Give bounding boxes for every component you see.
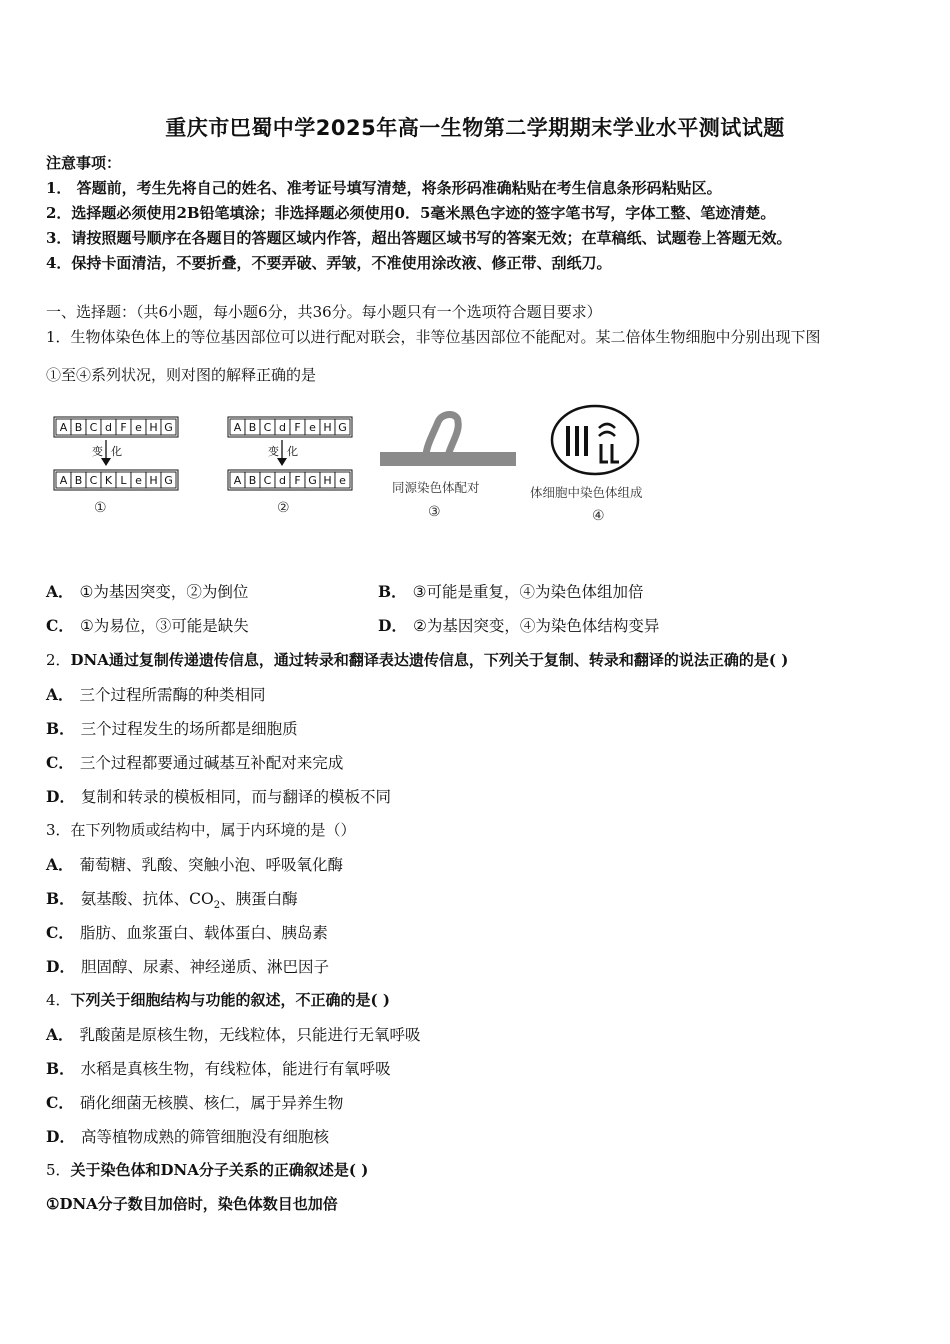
q2-option-a[interactable]: A． 三个过程所需酶的种类相同 (46, 685, 266, 704)
q2-option-d[interactable]: D． 复制和转录的模板相同，而与翻译的模板不同 (46, 787, 391, 806)
gene-segment-label: C (263, 474, 272, 487)
gene-segment-label: G (338, 421, 347, 434)
panel-number-3: ③ (428, 504, 441, 520)
q4-option-b[interactable]: B． 水稻是真核生物，有线粒体，能进行有氧呼吸 (46, 1059, 391, 1078)
section-heading: 一、选择题：（共6小题，每小题6分，共36分。每小题只有一个选项符合题目要求） (46, 303, 602, 321)
page-title: 重庆市巴蜀中学2025年高一生物第二学期期末学业水平测试试题 (165, 116, 785, 140)
gene-segment-label: B (248, 474, 257, 487)
chromosome-loop (426, 415, 458, 457)
q3-option-d[interactable]: D． 胆固醇、尿素、神经递质、淋巴因子 (46, 957, 329, 976)
gene-segment-label: A (233, 474, 242, 487)
chromosome-hook (601, 444, 608, 462)
gene-segment-label: F (294, 474, 301, 487)
gene-segment-label: L (120, 474, 127, 487)
panel-number-2: ② (277, 500, 290, 516)
q4-option-d[interactable]: D． 高等植物成熟的筛管细胞没有细胞核 (46, 1127, 329, 1146)
gene-segment-label: C (89, 421, 98, 434)
q5-item-1: ①DNA分子数目加倍时，染色体数目也加倍 (46, 1195, 338, 1213)
q4-option-c[interactable]: C． 硝化细菌无核膜、核仁，属于异养生物 (46, 1093, 344, 1112)
q2-stem: 2．DNA通过复制传递遗传信息，通过转录和翻译表达遗传信息，下列关于复制、转录和翻译的说法正确的是( ) (46, 651, 789, 669)
arrow-head-2 (277, 458, 287, 466)
gene-segment-label: d (105, 421, 112, 434)
figure-panel-1 (54, 417, 178, 516)
gene-segment-label: H (323, 474, 332, 487)
gene-segment-label: G (164, 421, 173, 434)
panel-4-caption: 体细胞中染色体组成 (530, 485, 643, 500)
gene-segment-label: F (120, 421, 127, 434)
gene-segment-label: A (59, 474, 68, 487)
q1-stem-line1: 1．生物体染色体上的等位基因部位可以进行配对联会，非等位基因部位不能配对。某二倍体生物细胞中分别出现下图 (46, 328, 821, 346)
q2-option-b[interactable]: B． 三个过程发生的场所都是细胞质 (46, 719, 298, 738)
q1-figure (46, 400, 726, 540)
notice-heading: 注意事项： (46, 154, 122, 172)
notice-item-2: 2．选择题必须使用2B铅笔填涂；非选择题必须使用0．5毫米黑色字迹的签字笔书写，字体工整、笔迹清楚。 (46, 204, 776, 222)
q2-option-c[interactable]: C． 三个过程都要通过碱基互补配对来完成 (46, 753, 344, 772)
change-label-1b: 化 (111, 445, 122, 458)
gene-segment-label: C (263, 421, 272, 434)
gene-segment-label: C (89, 474, 98, 487)
figure-panel-4 (530, 406, 643, 524)
q1-option-d[interactable]: D． ②为基因突变，④为染色体结构变异 (378, 616, 660, 635)
gene-segment-label: G (308, 474, 317, 487)
gene-segment-label: B (248, 421, 257, 434)
q3-option-b[interactable]: B． 氨基酸、抗体、$CO_2$、胰蛋白酶 (46, 889, 298, 912)
q3-option-a[interactable]: A． 葡萄糖、乳酸、突触小泡、呼吸氧化酶 (46, 855, 344, 874)
gene-segment-label: e (309, 421, 316, 434)
gene-segment-label: A (233, 421, 242, 434)
q4-option-a[interactable]: A． 乳酸菌是原核生物，无线粒体，只能进行无氧呼吸 (46, 1025, 421, 1044)
q4-stem: 4．下列关于细胞结构与功能的叙述，不正确的是( ) (46, 991, 390, 1009)
gene-segment-label: e (339, 474, 346, 487)
gene-segment-label: d (279, 474, 286, 487)
chromosome-arc (599, 424, 615, 428)
panel-3-caption: 同源染色体配对 (392, 480, 480, 495)
arrow-head-1 (101, 458, 111, 466)
notice-item-4: 4．保持卡面清洁，不要折叠，不要弄破、弄皱，不准使用涂改液、修正带、刮纸刀。 (46, 254, 612, 272)
gene-segment-label: B (74, 474, 83, 487)
gene-segment-label: e (135, 421, 142, 434)
gene-segment-label: e (135, 474, 142, 487)
gene-segment-label: A (59, 421, 68, 434)
q5-stem: 5．关于染色体和DNA分子关系的正确叙述是( ) (46, 1161, 369, 1179)
gene-segment-label: G (164, 474, 173, 487)
figure-panel-2 (228, 417, 352, 516)
q3-option-c[interactable]: C． 脂肪、血浆蛋白、载体蛋白、胰岛素 (46, 923, 328, 942)
gene-segment-label: H (323, 421, 332, 434)
chromosome-arc (599, 432, 615, 436)
gene-segment-label: B (74, 421, 83, 434)
q3-stem: 3．在下列物质或结构中，属于内环境的是（） (46, 821, 356, 839)
change-label-2b: 化 (287, 445, 298, 458)
chromosome-bar (575, 426, 579, 456)
gene-segment-label: H (149, 421, 158, 434)
q1-stem-line2: ①至④系列状况，则对图的解释正确的是 (46, 366, 317, 384)
q1-option-c[interactable]: C． ①为易位，③可能是缺失 (46, 616, 249, 635)
chromosome-bar (566, 426, 570, 456)
panel-number-4: ④ (592, 508, 605, 524)
gene-segment-label: F (294, 421, 301, 434)
notice-item-3: 3．请按照题号顺序在各题目的答题区域内作答，超出答题区域书写的答案无效；在草稿纸、试题卷上答题无效。 (46, 229, 792, 247)
q1-option-b[interactable]: B． ③可能是重复，④为染色体组加倍 (378, 582, 644, 601)
figure-panel-3 (380, 415, 516, 521)
change-label-1: 变 (92, 445, 103, 458)
change-label-2: 变 (268, 445, 279, 458)
q1-option-a[interactable]: A． ①为基因突变，②为倒位 (46, 582, 249, 601)
chromosome-bar (584, 426, 588, 456)
gene-segment-label: H (149, 474, 158, 487)
panel-number-1: ① (94, 500, 107, 516)
chromosome-hook (612, 444, 619, 462)
gene-segment-label: d (279, 421, 286, 434)
notice-item-1: 1． 答题前，考生先将自己的姓名、准考证号填写清楚，将条形码准确粘贴在考生信息条形码粘贴区。 (46, 179, 722, 197)
gene-segment-label: K (104, 474, 113, 487)
cell-outline (552, 406, 638, 474)
